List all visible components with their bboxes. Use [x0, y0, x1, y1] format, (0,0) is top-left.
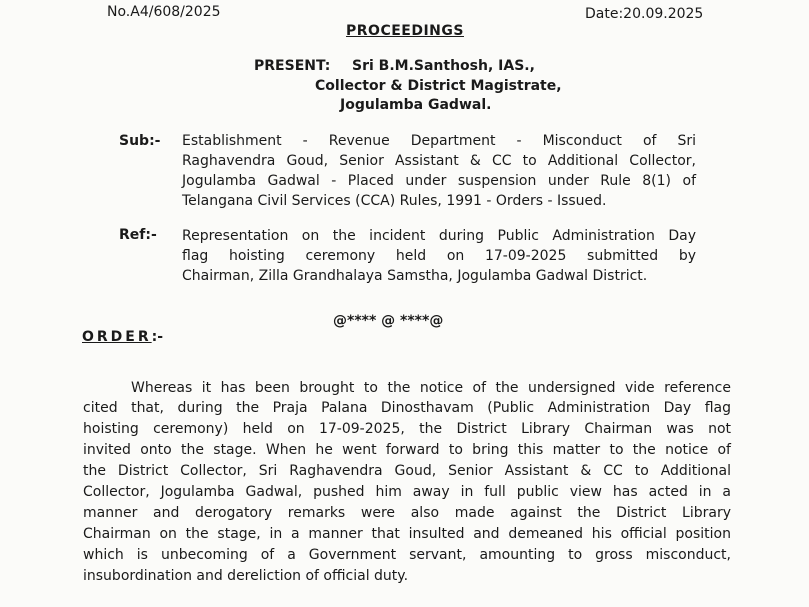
subject-line: Jogulamba Gadwal - Placed under suspension under Rule 8(1) of	[182, 173, 696, 189]
order-line: Collector, Jogulamba Gadwal, pushed him away in full public view has acted in a	[83, 484, 731, 500]
order-heading-text: ORDER	[82, 329, 152, 345]
order-line: invited onto the stage. When he went forward to bring this matter to the notice of	[83, 442, 731, 458]
reference-line: Representation on the incident during Public Administration Day	[182, 228, 696, 244]
order-line: manner and derogatory remarks were also made against the District Library	[83, 505, 731, 521]
order-line: Whereas it has been brought to the notice of the undersigned vide reference	[131, 380, 731, 396]
order-line: hoisting ceremony) held on 17-09-2025, the District Library Chairman was not	[83, 421, 731, 437]
present-name: Sri B.M.Santhosh, IAS.,	[352, 58, 535, 74]
document-title: PROCEEDINGS	[346, 23, 464, 39]
order-line: which is unbecoming of a Government servant, amounting to gross misconduct,	[83, 547, 731, 563]
subject-line: Telangana Civil Services (CCA) Rules, 1991 - Orders - Issued.	[182, 193, 607, 209]
reference-label: Ref:-	[119, 227, 157, 243]
reference-line: Chairman, Zilla Grandhalaya Samstha, Jogulamba Gadwal District.	[182, 268, 648, 284]
order-line: insubordination and dereliction of official duty.	[83, 568, 409, 584]
present-location: Jogulamba Gadwal.	[340, 97, 492, 113]
subject-label: Sub:-	[119, 133, 161, 149]
order-line: cited that, during the Praja Palana Dinosthavam (Public Administration Day flag	[83, 400, 731, 416]
reference-number: No.A4/608/2025	[107, 4, 221, 20]
reference-line: flag hoisting ceremony held on 17-09-2025 submitted by	[182, 248, 696, 264]
order-heading-suffix: :-	[151, 329, 164, 345]
section-separator: @**** @ ****@	[333, 313, 444, 329]
document-date: Date:20.09.2025	[585, 6, 704, 22]
order-line: Chairman on the stage, in a manner that insulted and demeaned his official position	[83, 526, 731, 542]
subject-line: Establishment - Revenue Department - Misconduct of Sri	[182, 133, 696, 149]
present-designation: Collector & District Magistrate,	[315, 78, 562, 94]
subject-line: Raghavendra Goud, Senior Assistant & CC to Additional Collector,	[182, 153, 696, 169]
present-label: PRESENT:	[254, 58, 331, 74]
order-line: the District Collector, Sri Raghavendra Goud, Senior Assistant & CC to Additional	[83, 463, 731, 479]
order-heading	[82, 329, 163, 345]
